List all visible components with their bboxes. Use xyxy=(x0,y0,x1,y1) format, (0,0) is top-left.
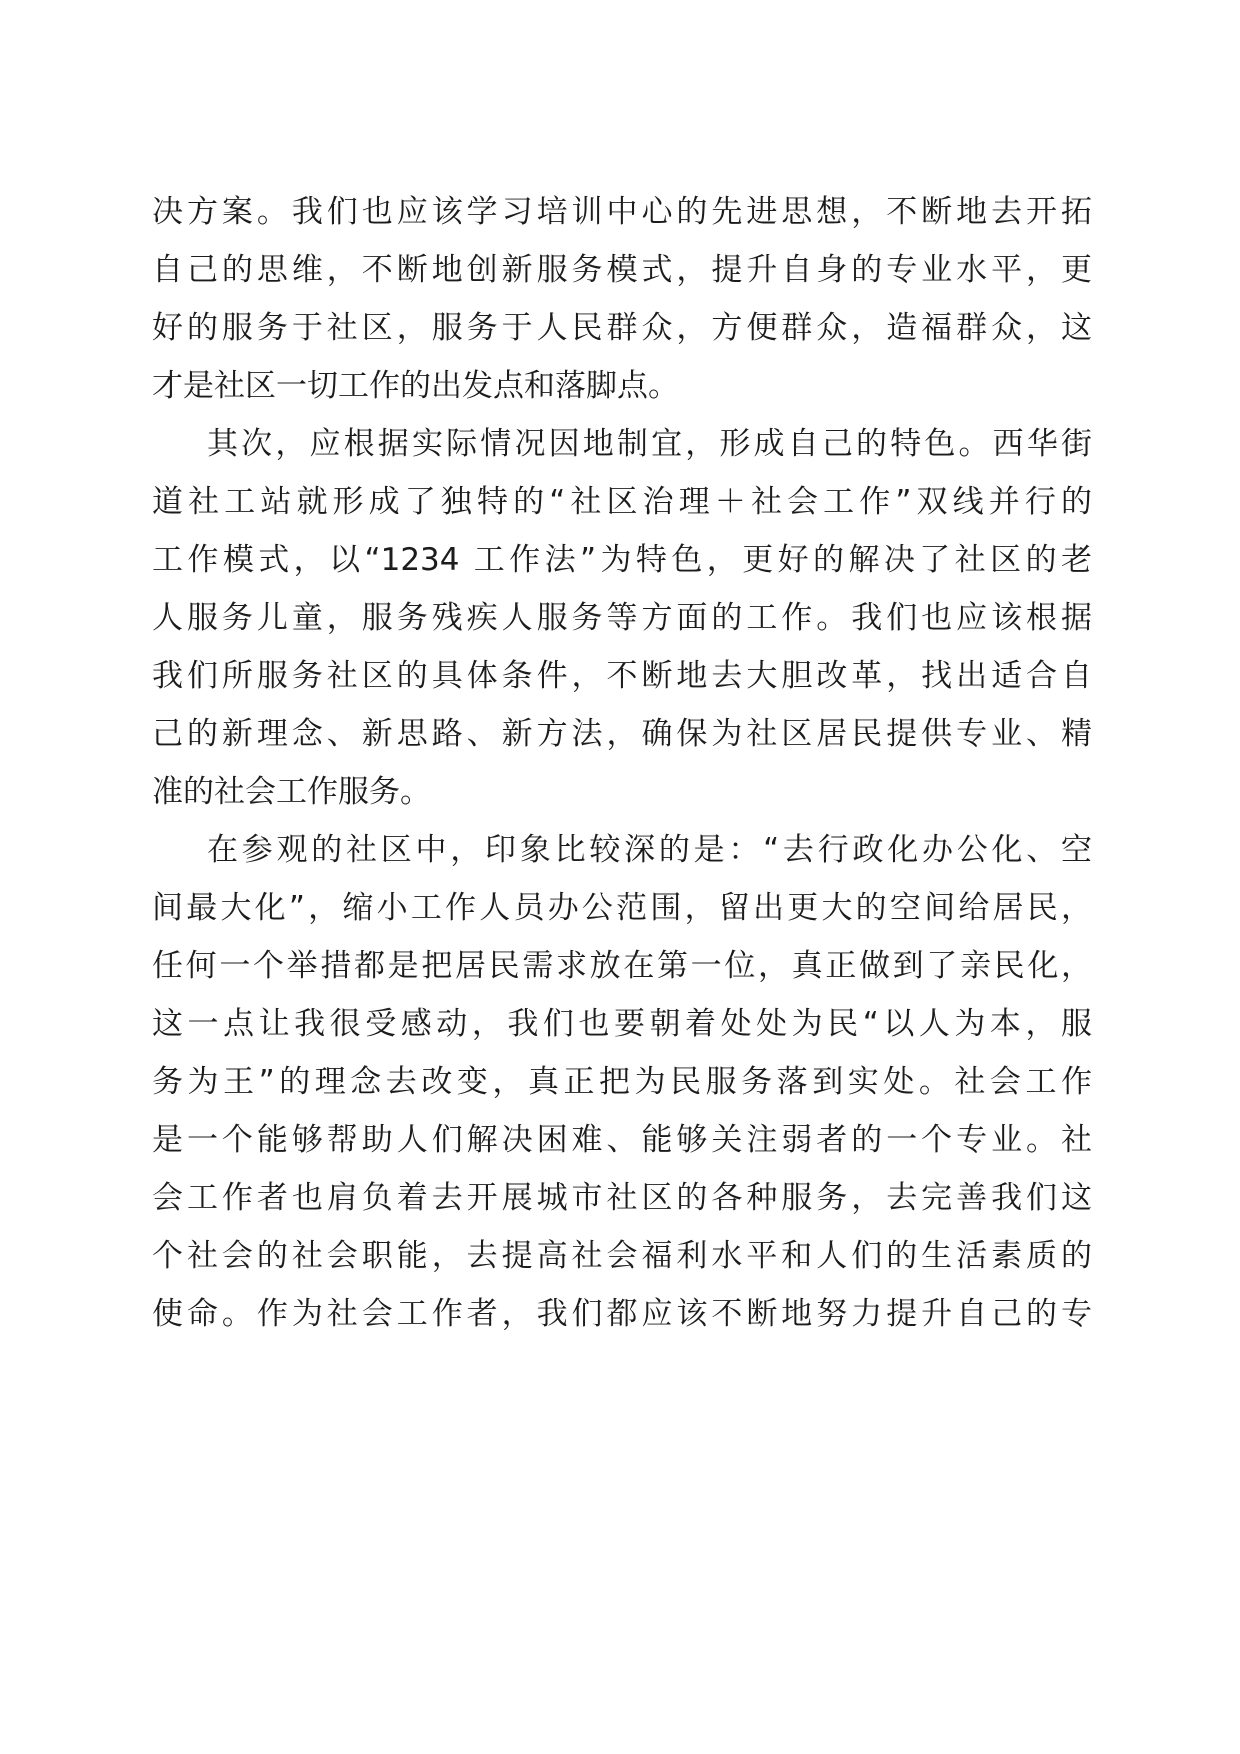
text-line: 准的社会工作服务。 xyxy=(152,774,431,810)
text-line: 使命。作为社会工作者，我们都应该不断地努力提升自己的专 xyxy=(152,1296,1092,1332)
text-line: 己的新理念、新思路、新方法，确保为社区居民提供专业、精 xyxy=(152,716,1092,752)
text-line: 才是社区一切工作的出发点和落脚点。 xyxy=(152,368,679,404)
text-line: 决方案。我们也应该学习培训中心的先进思想，不断地去开拓 xyxy=(152,194,1092,230)
text-line: 自己的思维，不断地创新服务模式，提升自身的专业水平，更 xyxy=(152,252,1092,288)
text-line: 会工作者也肩负着去开展城市社区的各种服务，去完善我们这 xyxy=(152,1180,1092,1216)
text-line: 这一点让我很受感动，我们也要朝着处处为民“以人为本，服 xyxy=(152,1006,1092,1042)
text-line: 务为王”的理念去改变，真正把为民服务落到实处。社会工作 xyxy=(152,1064,1092,1100)
text-line: 个社会的社会职能，去提高社会福利水平和人们的生活素质的 xyxy=(152,1238,1092,1274)
text-line: 道社工站就形成了独特的“社区治理＋社会工作”双线并行的 xyxy=(152,484,1092,520)
text-line: 任何一个举措都是把居民需求放在第一位，真正做到了亲民化， xyxy=(152,948,1092,984)
text-line: 工作模式，以“1234 工作法”为特色，更好的解决了社区的老 xyxy=(152,542,1092,578)
text-line: 我们所服务社区的具体条件，不断地去大胆改革，找出适合自 xyxy=(152,658,1092,694)
text-line: 是一个能够帮助人们解决困难、能够关注弱者的一个专业。社 xyxy=(152,1122,1092,1158)
paragraph-first-line: 其次，应根据实际情况因地制宜，形成自己的特色。西华街 xyxy=(207,426,1092,462)
text-line: 好的服务于社区，服务于人民群众，方便群众，造福群众，这 xyxy=(152,310,1092,346)
text-line: 间最大化”，缩小工作人员办公范围，留出更大的空间给居民， xyxy=(152,890,1092,926)
paragraph-first-line: 在参观的社区中，印象比较深的是：“去行政化办公化、空 xyxy=(207,832,1092,868)
text-line: 人服务儿童，服务残疾人服务等方面的工作。我们也应该根据 xyxy=(152,600,1092,636)
